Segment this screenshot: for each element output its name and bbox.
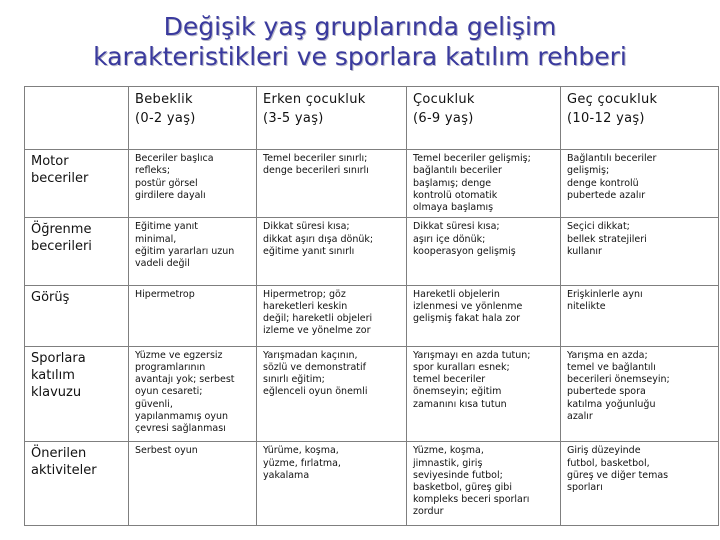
column-header (407, 87, 561, 150)
column-label: Çocukluk (413, 92, 475, 107)
column-label: Erken çocukluk (263, 92, 366, 107)
table-cell (407, 150, 561, 218)
cell-line: jimnastik, giriş (413, 457, 483, 469)
cell-line: sözlü ve demonstratif (263, 361, 366, 373)
cell-line: çevresi sağlanması (135, 422, 226, 434)
cell-line: pubertede azalır (567, 189, 646, 201)
cell-line: önemseyin; eğitim (413, 386, 502, 398)
cell-line: minimal, (135, 233, 177, 245)
cell-line: Yürüme, koşma, (263, 445, 339, 457)
column-header (561, 87, 719, 150)
cell-line: Yarışmayı en azda tutun; (413, 349, 531, 361)
column-header (129, 87, 257, 150)
table-cell (561, 150, 719, 218)
table-cell (257, 285, 407, 346)
table-row (25, 285, 719, 346)
cell-line: Erişkinlerle aynı (567, 288, 643, 300)
column-range: (3-5 yaş) (263, 111, 324, 126)
cell-line: eğitim yararları uzun (135, 245, 235, 257)
cell-line: eğlenceli oyun önemli (263, 386, 368, 398)
table-cell (129, 285, 257, 346)
cell-line: zordur (413, 506, 444, 518)
column-range: (6-9 yaş) (413, 111, 474, 126)
cell-line: sınırlı eğitim; (263, 374, 325, 386)
cell-line: Giriş düzeyinde (567, 445, 641, 457)
cell-line: başlamış; denge (413, 177, 492, 189)
cell-line: oyun cesareti; (135, 386, 203, 398)
cell-line: denge kontrolü (567, 177, 639, 189)
table-cell (407, 346, 561, 442)
cell-line: Temel beceriler sınırlı; (263, 153, 368, 165)
cell-line: değil; hareketli objeleri (263, 313, 373, 325)
cell-line: zamanını kısa tutun (413, 398, 507, 410)
table-cell (561, 285, 719, 346)
table-cell (407, 285, 561, 346)
cell-line: Seçici dikkat; (567, 221, 630, 233)
row-header: Görüş (25, 285, 129, 346)
cell-line: Yarışma en azda; (567, 349, 648, 361)
cell-line: Bağlantılı beceriler (567, 153, 657, 165)
cell-line: kullanır (567, 245, 602, 257)
cell-line: girdilere dayalı (135, 189, 206, 201)
cell-line: Dikkat süresi kısa; (413, 221, 500, 233)
title-line-1: Değişik yaş gruplarında gelişim (163, 12, 557, 41)
column-label: Bebeklik (135, 92, 193, 107)
table-cell (561, 442, 719, 526)
cell-line: yapılanmamış oyun (135, 410, 229, 422)
cell-line: Dikkat süresi kısa; (263, 221, 350, 233)
cell-line: Yüzme ve egzersiz (135, 349, 223, 361)
cell-line: seviyesinde futbol; (413, 469, 503, 481)
row-header: Motor beceriler (25, 150, 129, 218)
row-header: Önerilen aktiviteler (25, 442, 129, 526)
cell-line: Hipermetrop; göz (263, 288, 346, 300)
table-cell (561, 346, 719, 442)
cell-line: Yarışmadan kaçının, (263, 349, 358, 361)
cell-line: Beceriler başlıca (135, 153, 214, 165)
cell-line: pubertede spora (567, 386, 646, 398)
table-row (25, 442, 719, 526)
table-row (25, 150, 719, 218)
table-row (25, 218, 719, 285)
cell-line: aşırı içe dönük; (413, 233, 486, 245)
table-cell (407, 442, 561, 526)
cell-line: güreş ve diğer temas (567, 469, 669, 481)
cell-line: kooperasyon gelişmiş (413, 245, 516, 257)
cell-line: yüzme, fırlatma, (263, 457, 341, 469)
cell-line: dikkat aşırı dışa dönük; (263, 233, 374, 245)
row-header: Öğrenme becerileri (25, 218, 129, 285)
cell-line: azalır (567, 410, 593, 422)
column-range: (10-12 yaş) (567, 111, 645, 126)
table-cell (407, 218, 561, 285)
cell-line: Temel beceriler gelişmiş; (413, 153, 531, 165)
cell-line: vadeli değil (135, 258, 190, 269)
table-cell (561, 218, 719, 285)
column-header (257, 87, 407, 150)
table-cell (129, 150, 257, 218)
cell-line: basketbol, güreş gibi (413, 482, 512, 494)
cell-line: gelişmiş; (567, 165, 610, 177)
guide-table (24, 86, 719, 526)
cell-line: Serbest oyun (135, 445, 198, 457)
cell-line: izleme ve yönelme zor (263, 325, 371, 337)
table-cell (129, 218, 257, 285)
row-header: Sporlara katılım klavuzu (25, 346, 129, 442)
cell-line: sporları (567, 482, 603, 494)
cell-line: izlenmesi ve yönlenme (413, 300, 523, 312)
cell-line: yakalama (263, 469, 310, 481)
cell-line: spor kuralları esnek; (413, 361, 510, 373)
table-cell (129, 346, 257, 442)
cell-line: avantajı yok; serbest (135, 374, 235, 386)
cell-line: denge becerileri sınırlı (263, 165, 369, 177)
table-cell (129, 442, 257, 526)
cell-line: Hareketli objelerin (413, 288, 500, 300)
table-cell (257, 218, 407, 285)
cell-line: kontrolü otomatik (413, 189, 498, 201)
cell-line: postür görsel (135, 177, 198, 189)
cell-line: güvenli, (135, 398, 173, 410)
corner-cell (25, 87, 129, 150)
cell-line: katılma yoğunluğu (567, 398, 656, 410)
cell-line: eğitime yanıt sınırlı (263, 245, 355, 257)
header-row (25, 87, 719, 150)
table-cell (257, 442, 407, 526)
cell-line: Hipermetrop (135, 288, 195, 300)
table-cell (257, 150, 407, 218)
cell-line: Yüzme, koşma, (413, 445, 484, 457)
cell-line: refleks; (135, 165, 171, 177)
cell-line: programlarının (135, 361, 206, 373)
cell-line: kompleks beceri sporları (413, 494, 530, 506)
cell-line: nitelikte (567, 300, 606, 312)
page-title (0, 12, 720, 72)
cell-line: futbol, basketbol, (567, 457, 650, 469)
title-line-2: karakteristikleri ve sporlara katılım rehberi (93, 42, 627, 71)
column-range: (0-2 yaş) (135, 111, 196, 126)
cell-line: Eğitime yanıt (135, 221, 198, 233)
cell-line: gelişmiş fakat hala zor (413, 313, 521, 325)
cell-line: bağlantılı beceriler (413, 165, 502, 177)
column-label: Geç çocukluk (567, 92, 658, 107)
cell-line: bellek stratejileri (567, 233, 647, 245)
cell-line: becerileri önemseyin; (567, 374, 670, 386)
table-row (25, 346, 719, 442)
cell-line: temel ve bağlantılı (567, 361, 656, 373)
table-cell (257, 346, 407, 442)
cell-line: hareketleri keskin (263, 300, 348, 312)
cell-line: temel beceriler (413, 374, 486, 386)
cell-line: olmaya başlamış (413, 201, 494, 213)
